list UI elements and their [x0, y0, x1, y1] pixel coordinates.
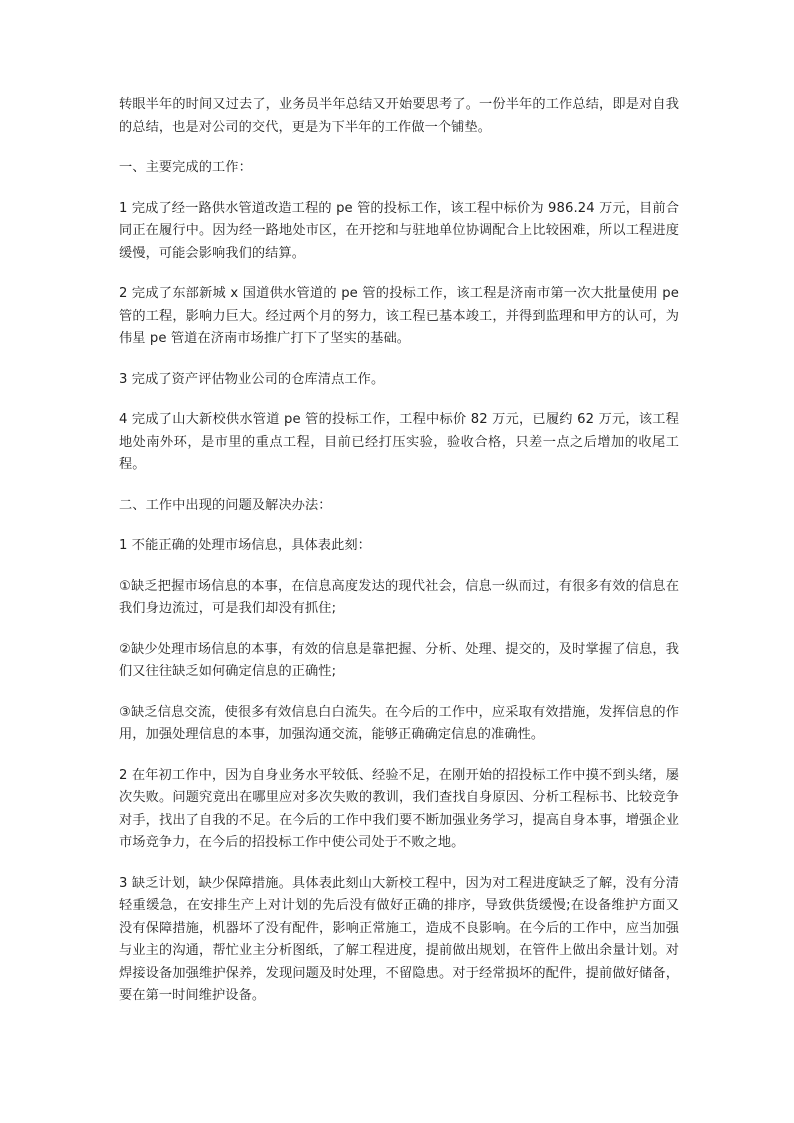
problem-item-3: 3 缺乏计划，缺少保障措施。具体表此刻山大新校工程中，因为对工程进度缺乏了解，没有分清轻重缓急，在安排生产上对计划的先后没有做好正确的排序，导致供货缓慢;在设备维护方面又没有保障措施，机器坏了没有配件，影响正常施工，造成不良影响。在今后的工作中，应当加强与业主的沟通，帮忙业主分析图纸，了解工程进度，提前做出规划，在管件上做出余量计划。对焊接设备加强维护保养，发现问题及时处理，不留隐患。对于经常损坏的配件，提前做好储备，要在第一时间维护设备。 — [119, 875, 679, 1003]
section-heading-main-work: 一、主要完成的工作： — [119, 160, 252, 175]
problem-subitem-2: ②缺少处理市场信息的本事，有效的信息是靠把握、分析、处理、提交的，及时掌握了信息，我们又往往缺乏如何确定信息的正确性; — [119, 641, 679, 679]
problem-item-1: 1 不能正确的处理市场信息，具体表此刻： — [119, 538, 371, 553]
problem-subitem-1: ①缺乏把握市场信息的本事，在信息高度发达的现代社会，信息一纵而过，有很多有效的信息在我们身边流过，可是我们却没有抓住; — [119, 578, 679, 616]
work-item-4: 4 完成了山大新校供水管道 pe 管的投标工作，工程中标价 82 万元，已履约 62 万元，该工程地处南外环，是市里的重点工程，目前已经打压实验，验收合格，只差一点之后增加的收尾工程。 — [119, 412, 679, 472]
intro-paragraph: 转眼半年的时间又过去了，业务员半年总结又开始要思考了。一份半年的工作总结，即是对自我的总结，也是对公司的交代，更是为下半年的工作做一个铺垫。 — [119, 97, 679, 135]
section-heading-problems: 二、工作中出现的问题及解决办法： — [119, 497, 332, 513]
work-item-2: 2 完成了东部新城 x 国道供水管道的 pe 管的投标工作，该工程是济南市第一次大批量使用 pe 管的工程，影响力巨大。经过两个月的努力，该工程已基本竣工，并得到监理和甲方的认可，为伟星 pe 管道在济南市场推广打下了坚实的基础。 — [119, 286, 679, 346]
work-item-3: 3 完成了资产评估物业公司的仓库清点工作。 — [119, 371, 385, 387]
work-item-1: 1 完成了经一路供水管道改造工程的 pe 管的投标工作，该工程中标价为 986.24 万元，目前合同正在履行中。因为经一路地处市区，在开挖和与驻地单位协调配合上比较困难，所以工程进度缓慢，可能会影响我们的结算。 — [119, 200, 679, 261]
problem-subitem-3: ③缺乏信息交流，使很多有效信息白白流失。在今后的工作中，应采取有效措施，发挥信息的作用，加强处理信息的本事，加强沟通交流，能够正确确定信息的准确性。 — [119, 704, 679, 742]
problem-item-2: 2 在年初工作中，因为自身业务水平较低、经验不足，在刚开始的招投标工作中摸不到头绪，屡次失败。问题究竟出在哪里应对多次失败的教训，我们查找自身原因、分析工程标书、比较竞争对手，找出了自我的不足。在今后的工作中我们要不断加强业务学习，提高自身本事，增强企业市场竞争力，在今后的招投标工作中使公司处于不败之地。 — [119, 767, 679, 850]
document-body — [119, 94, 679, 1026]
